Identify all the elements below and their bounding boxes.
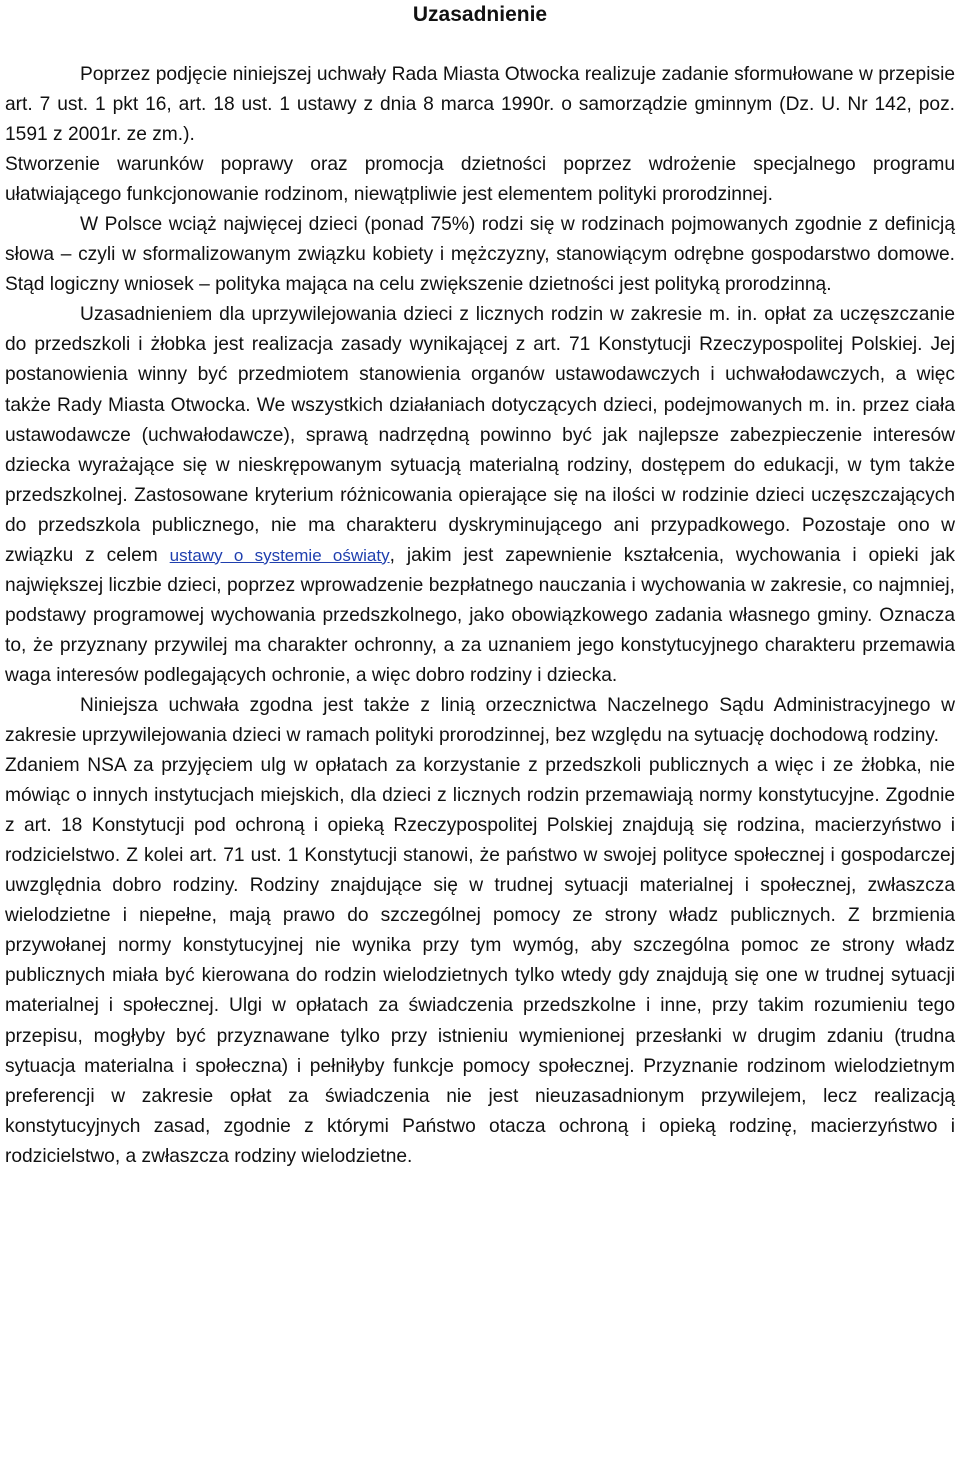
paragraph-text: W Polsce wciąż najwięcej dzieci (ponad 75%) rodzi się w rodzinach pojmowanych zgodnie z definicją słowa – czyli w sformalizowanym związku kobiety i mężczyzny, stanowiącym odrębne gospodarstwo domowe. Stąd logiczny wniosek – polityka mająca na celu zwiększenie dzietności jest polityką prorodzinną. <box>5 214 955 296</box>
paragraph-text: , jakim jest zapewnienie kształcenia, wychowania i opieki jak największej liczbie dzieci, poprzez wprowadzenie bezpłatnego nauczania i wychowania w zakresie, co najmniej, podstawy programowej wychowania przedszkolnego, jako obowiązkowego zadania własnego gminy. Oznacza to, że przyznany przywilej ma charakter ochronny, a za uznaniem jego konstytucyjnego charakteru przemawia waga interesów podlegających ochronie, a więc dobro rodziny i dziecka. <box>5 544 956 686</box>
law-link[interactable]: ustawy o systemie oświaty <box>169 545 390 565</box>
paragraph-text: Poprzez podjęcie niniejszej uchwały Rada Miasta Otwocka realizuje zadanie sformułowane w przepisie art. 7 ust. 1 pkt 16, art. 18 ust. 1 ustawy z dnia 8 marca 1990r. o samorządzie gminnym (Dz. U. Nr 142, poz. 1591 z 2001r. ze zm.). <box>5 64 955 146</box>
paragraph <box>5 691 955 751</box>
document-body <box>5 60 955 1172</box>
paragraph <box>5 210 955 300</box>
paragraph <box>5 751 955 1172</box>
paragraph <box>5 60 955 150</box>
paragraph <box>5 300 955 691</box>
paragraph-text: Stworzenie warunków poprawy oraz promocja dzietności poprzez wdrożenie specjalnego programu ułatwiającego funkcjonowanie rodzinom, niewątpliwie jest elementem polityki prorodzinnej. <box>5 154 955 206</box>
paragraph <box>5 150 955 210</box>
document-title: Uzasadnienie <box>412 3 548 26</box>
paragraph-text: Uzasadnieniem dla uprzywilejowania dzieci z licznych rodzin w zakresie m. in. opłat za uczęszczanie do przedszkoli i żłobka jest realizacja zasady wynikającej z art. 71 Konstytucji Rzeczypospolitej Polskiej. Jej postanowienia winny być przedmiotem stanowienia organów ustawodawczych i uchwałodawczych, a więc także Rady Miasta Otwocka. We wszystkich działaniach dotyczących dzieci, podejmowanych m. in. przez ciała ustawodawcze (uchwałodawcze), sprawą nadrzędną powinno być jak najlepsze zabezpieczenie interesów dziecka wyrażające się w nieskrępowanym sytuacją materialną rodziny, dostępem do edukacji, w tym także przedszkolnej. Zastosowane kryterium różnicowania opierające się na ilości w rodzinie dzieci uczęszczających do przedszkola publicznego, nie ma charakteru dyskryminującego ani przypadkowego. Pozostaje ono w związku z celem <box>5 304 955 566</box>
paragraph-text: Niniejsza uchwała zgodna jest także z linią orzecznictwa Naczelnego Sądu Administracyjnego w zakresie uprzywilejowania dzieci w ramach polityki prorodzinnej, bez względu na sytuację dochodową rodziny. <box>5 694 955 747</box>
paragraph-text: Zdaniem NSA za przyjęciem ulg w opłatach za korzystanie z przedszkoli publicznych a więc i ze żłobka, nie mówiąc o innych instytucjach miejskich, dla dzieci z licznych rodzin przemawiają normy konstytucyjne. Zgodnie z art. 18 Konstytucji pod ochroną i opieką Rzeczypospolitej Polskiej znajdują się rodzina, macierzyństwo i rodzicielstwo. Z kolei art. 71 ust. 1 Konstytucji stanowi, że państwo w swojej polityce społecznej i gospodarczej uwzględnia dobro rodziny. Rodziny znajdujące się w trudnej sytuacji materialnej i społecznej, zwłaszcza wielodzietne i niepełne, mają prawo do szczególnej pomocy ze strony władz publicznych. Z brzmienia przywołanej normy konstytucyjnej nie wynika przy tym wymóg, aby szczególna pomoc ze strony władz publicznych miała być kierowana do rodzin wielodzietnych tylko wtedy gdy znajdują się one w trudnej sytuacji materialnej i społecznej. Ulgi w opłatach za świadczenia przedszkolne i inne, przy takim rozumieniu tego przepisu, mogłyby być przyznawane tylko przy istnieniu wymienionej przesłanki w drugim zdaniu (trudna sytuacja materialna i społeczna) i pełniłyby funkcje pomocy społecznej. Przyznanie rodzinom wielodzietnym preferencji w zakresie opłat za świadczenia nie jest nieuzasadnionym przywilejem, lecz realizacją konstytucyjnych zasad, zgodnie z którymi Państwo otacza ochroną i opieką rodzinę, macierzyństwo i rodzicielstwo, a zwłaszcza rodziny wielodzietne. <box>5 755 955 1167</box>
